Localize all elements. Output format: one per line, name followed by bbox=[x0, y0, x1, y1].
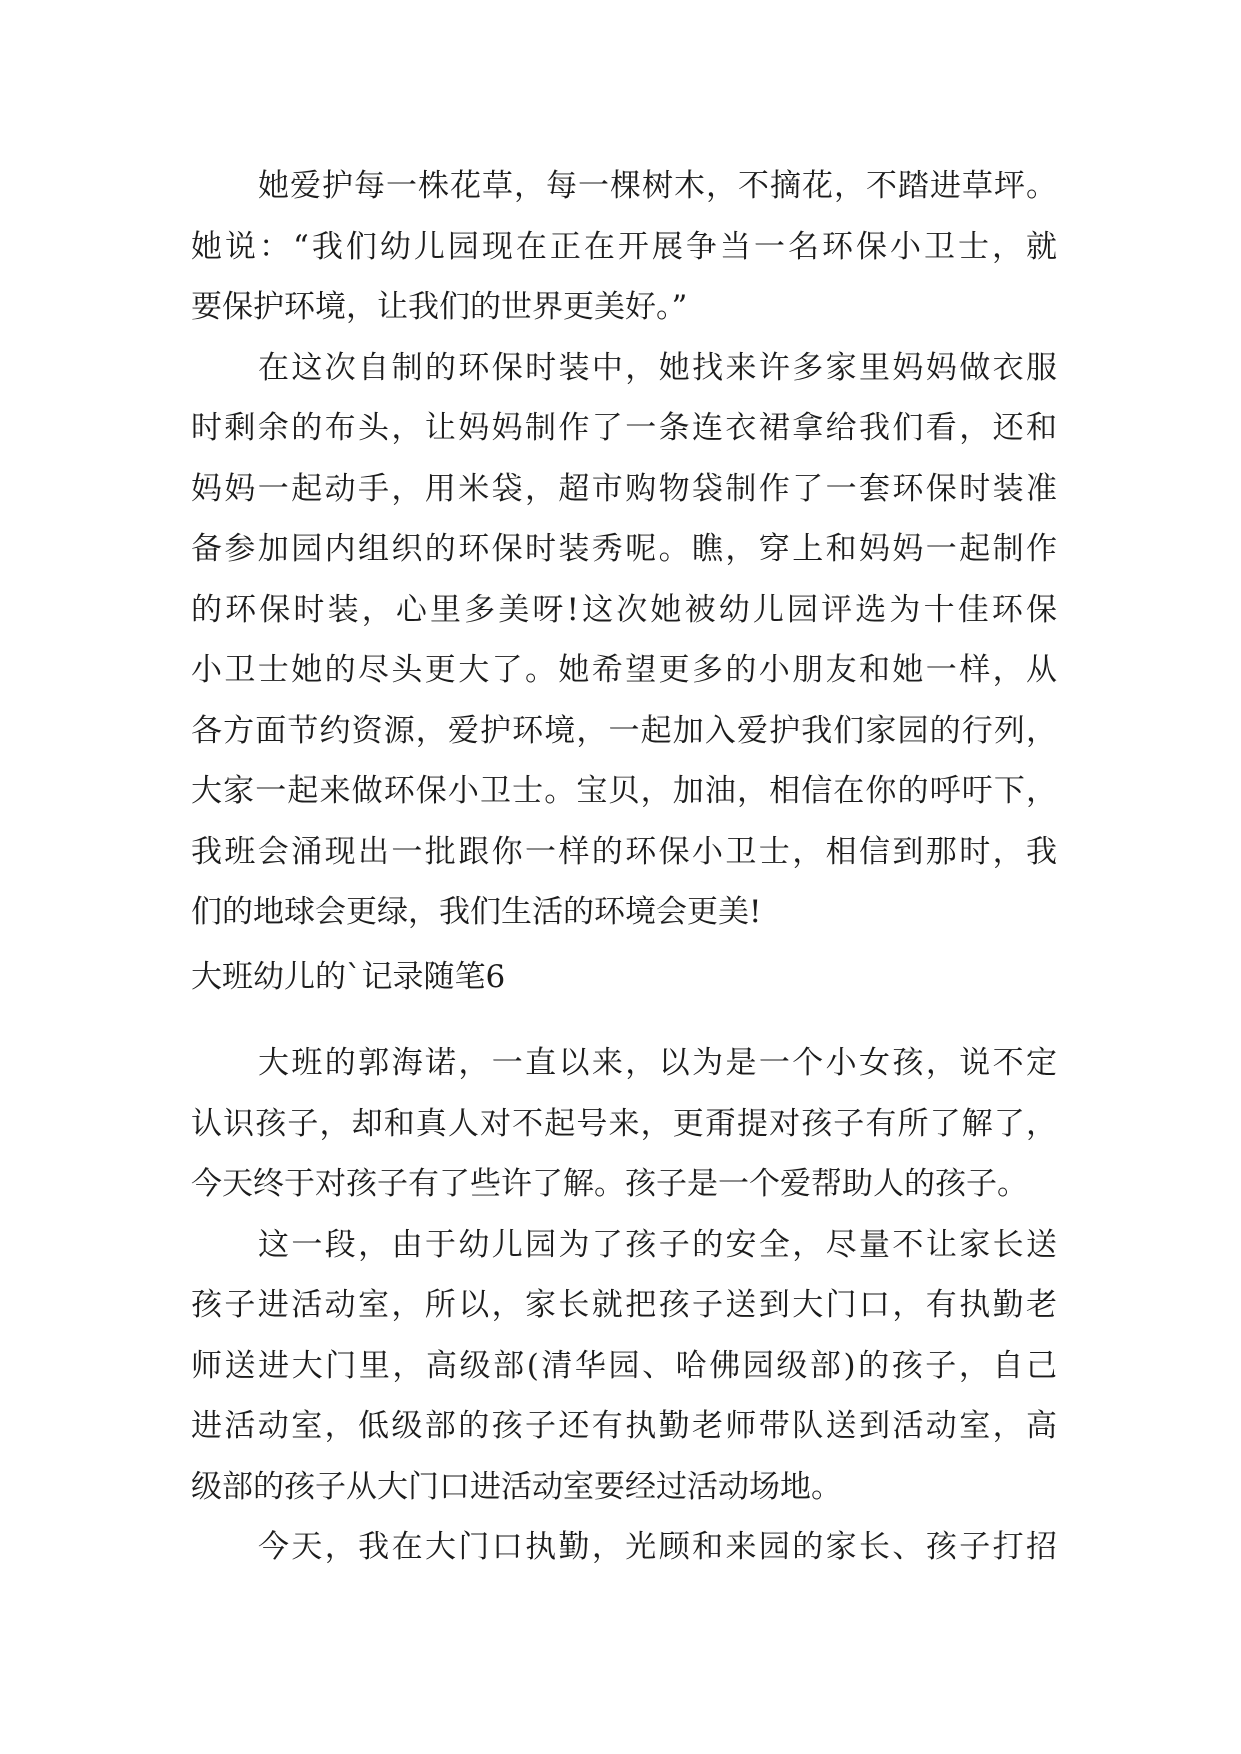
paragraph-line: 今天终于对孩子有了些许了解。孩子是一个爱帮助人的孩子。 bbox=[191, 1166, 1028, 1202]
paragraph-line: 这一段，由于幼儿园为了孩子的安全，尽量不让家长送 bbox=[258, 1226, 1057, 1263]
paragraph-line: 妈妈一起动手，用米袋，超市购物袋制作了一套环保时装准 bbox=[191, 470, 1057, 507]
paragraph-line: 备参加园内组织的环保时装秀呢。瞧，穿上和妈妈一起制作 bbox=[191, 531, 1057, 567]
paragraph-line: 认识孩子，却和真人对不起号来，更甭提对孩子有所了解了， bbox=[191, 1105, 1057, 1142]
paragraph-line: 我班会涌现出一批跟你一样的环保小卫士，相信到那时，我 bbox=[191, 833, 1057, 870]
paragraph-line: 在这次自制的环保时装中，她找来许多家里妈妈做衣服 bbox=[258, 349, 1057, 386]
paragraph-line: 师送进大门里，高级部(清华园、哈佛园级部)的孩子，自己 bbox=[191, 1347, 1057, 1384]
paragraph-line: 进活动室，低级部的孩子还有执勤老师带队送到活动室，高 bbox=[191, 1408, 1057, 1444]
paragraph bbox=[191, 338, 1057, 943]
document-body bbox=[191, 156, 1057, 1578]
paragraph-line: 小卫士她的尽头更大了。她希望更多的小朋友和她一样，从 bbox=[191, 652, 1057, 688]
paragraph-line: 时剩余的布头，让妈妈制作了一条连衣裙拿给我们看，还和 bbox=[191, 410, 1057, 446]
paragraph bbox=[191, 1033, 1057, 1215]
paragraph-line: 要保护环境，让我们的世界更美好。” bbox=[191, 289, 688, 325]
section-title: 大班幼儿的`记录随笔6 bbox=[191, 959, 506, 995]
paragraph-line: 大家一起来做环保小卫士。宝贝，加油，相信在你的呼吁下， bbox=[191, 773, 1057, 809]
paragraph-line: 级部的孩子从大门口进活动室要经过活动场地。 bbox=[191, 1468, 842, 1505]
paragraph-line: 孩子进活动室，所以，家长就把孩子送到大门口，有执勤老 bbox=[191, 1287, 1057, 1323]
paragraph bbox=[191, 1215, 1057, 1518]
paragraph-line: 们的地球会更绿，我们生活的环境会更美! bbox=[191, 894, 762, 930]
paragraph bbox=[191, 1517, 1057, 1578]
paragraph-line: 她爱护每一株花草，每一棵树木，不摘花，不踏进草坪。 bbox=[258, 168, 1057, 204]
paragraph-line: 各方面节约资源，爱护环境，一起加入爱护我们家园的行列， bbox=[191, 712, 1057, 749]
paragraph-line: 今天，我在大门口执勤，光顾和来园的家长、孩子打招 bbox=[258, 1529, 1057, 1565]
paragraph-line: 她说：“我们幼儿园现在正在开展争当一名环保小卫士，就 bbox=[191, 228, 1057, 265]
paragraph-line: 的环保时装，心里多美呀!这次她被幼儿园评选为十佳环保 bbox=[191, 591, 1057, 628]
paragraph-line: 大班的郭海诺，一直以来，以为是一个小女孩，说不定 bbox=[258, 1045, 1057, 1081]
paragraph bbox=[191, 156, 1057, 338]
